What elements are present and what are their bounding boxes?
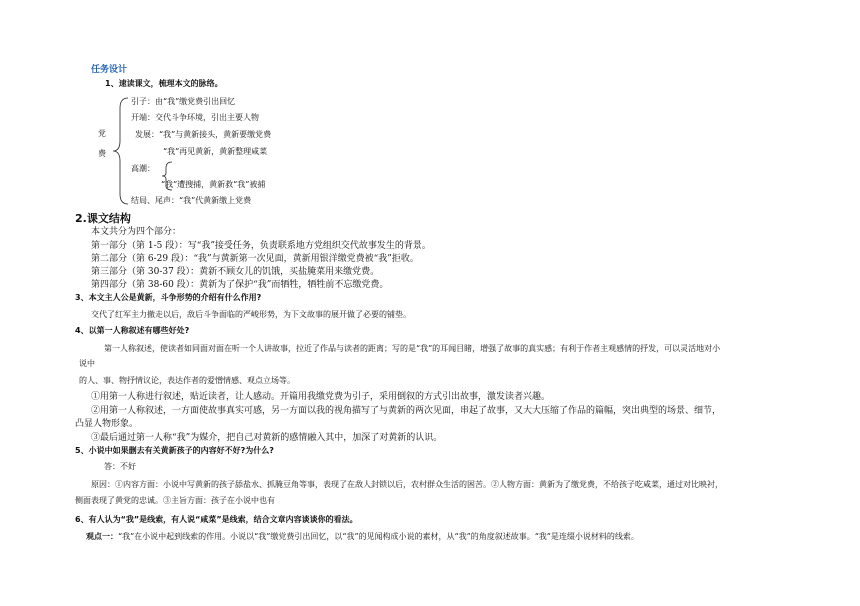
question-4-point: ①用第一人称进行叙述，贴近读者，让人感动。开篇用我缴党费为引子，采用倒叙的方式引出故事，激发读者兴趣。 xyxy=(91,392,551,402)
question-6: 6、有人认为“我”是线索，有人说“咸菜”是线索，结合文章内容谈谈你的看法。 xyxy=(75,515,358,524)
view-text: “我”在小说中起到线索的作用。小说以“我”缴党费引出回忆，以“我”的见闻构成小说的素材，从“我”的角度叙述故事。“我”是连缀小说材料的线索。 xyxy=(118,532,639,541)
question-1: 1、速读课文，梳理本文的脉络。 xyxy=(105,79,223,88)
outline-item: 高潮： xyxy=(131,164,155,173)
question-3-answer: 交代了红军主力撤走以后，敌后斗争面临的严峻形势，为下文故事的展开做了必要的铺垫。 xyxy=(91,310,411,319)
question-5-answer: 答：不好 xyxy=(104,462,136,471)
structure-part: 第四部分（第 38-60 段）：黄新为了保护“我”而牺牲，牺牲前不忘缴党费。 xyxy=(91,280,389,290)
question-4-paragraph: 的人、事、物抒情议论，表达作者的爱憎情感、观点立场等。 xyxy=(79,376,295,385)
outline-side-label-2: 费 xyxy=(98,149,106,158)
section-2-intro: 本文共分为四个部分： xyxy=(91,227,182,237)
question-5-reason: 原因：①内容方面：小说中写黄新的孩子舔盐水、抓腌豆角等事，表现了在敌人封锁以后，农村群众生活的困苦。②人物方面：黄新为了缴党费，不给孩子吃咸菜，通过对比映衬， xyxy=(91,480,723,489)
question-5-reason: 侧面表现了黄党的忠诚。③主旨方面：孩子在小说中也有 xyxy=(75,496,275,505)
question-3: 3、本文主人公是黄新，斗争形势的介绍有什么作用? xyxy=(75,293,262,302)
outline-item: “我”再见黄新，黄新整理咸菜 xyxy=(163,147,268,156)
outline-side-label-1: 党 xyxy=(98,129,106,138)
section-2-title: 2.课文结构 xyxy=(75,212,131,225)
question-4-paragraph: 说中 xyxy=(79,359,95,368)
task-heading: 任务设计 xyxy=(91,65,128,75)
question-4-paragraph: 第一人称叙述，使读者如同面对面在听一个人讲故事，拉近了作品与读者的距离；写的是“我”的耳闻目睹，增强了故事的真实感；有利于作者主观感情的抒发，可以灵活地对小 xyxy=(104,344,721,353)
outline-item: 结局、尾声：“我”代黄新缴上党费 xyxy=(131,196,252,205)
question-5: 5、小说中如果删去有关黄新孩子的内容好不好?为什么? xyxy=(75,446,274,455)
outline-brace xyxy=(110,96,130,206)
question-4-point: ③最后通过第一人称“我”为媒介，把自己对黄新的感情融入其中，加深了对黄新的认识。 xyxy=(91,433,443,443)
outline-item: “我”遭搜捕，黄新救“我”被捕 xyxy=(161,180,266,189)
question-4-point: 凸显人物形象。 xyxy=(75,419,139,429)
structure-part: 第三部分（第 30-37 段）：黄新不顾女儿的饥饿，买盐腌菜用来缴党费。 xyxy=(91,267,380,277)
structure-part: 第一部分（第 1-5 段）：写“我”接受任务，负责联系地方党组织交代故事发生的背景。 xyxy=(91,241,431,251)
outline-item: 发展：“我”与黄新接头，黄新要缴党费 xyxy=(135,130,272,139)
structure-part: 第二部分（第 6-29 段）：“我”与黄新第一次见面，黄新用银洋缴党费被“我”拒收。 xyxy=(91,254,419,264)
question-4: 4、以第一人称叙述有哪些好处? xyxy=(75,326,190,335)
question-4-point: ②用第一人称叙述，一方面使故事真实可感，另一方面以我的视角描写了与黄新的两次见面，串起了故事，又大大压缩了作品的篇幅，突出典型的场景、细节， xyxy=(91,406,722,416)
outline-item: 引子：由“我”缴党费引出回忆 xyxy=(131,97,236,106)
outline-item: 开端：交代斗争环境，引出主要人物 xyxy=(131,113,259,122)
view-label: 观点一： xyxy=(86,532,118,541)
